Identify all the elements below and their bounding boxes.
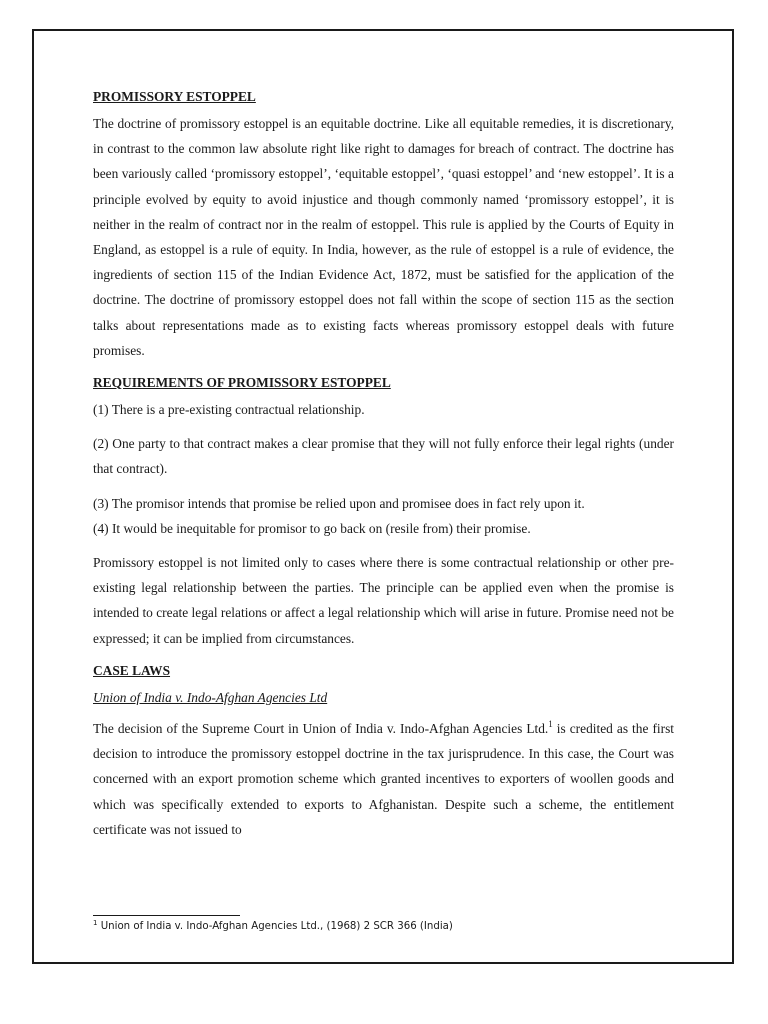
document-body xyxy=(93,86,674,842)
paragraph-scope: Promissory estoppel is not limited only to cases where there is some contractual relationship or other pre-existing legal relationship between the parties. The principle can be applied even when the promise is intended to create legal relations or affect a legal relationship which will arise in future. Promise need not be expressed; it can be implied from circumstances. xyxy=(93,555,674,646)
heading-requirements: REQUIREMENTS OF PROMISSORY ESTOPPEL xyxy=(93,375,391,391)
heading-promissory-estoppel: PROMISSORY ESTOPPEL xyxy=(93,89,256,104)
paragraph-doctrine-intro: The doctrine of promissory estoppel is an equitable doctrine. Like all equitable remedies, it is discretionary, in contrast to the common law absolute right like right to damages for breach of contract. The doctrine has been variously called ‘promissory estoppel’, ‘equitable estoppel’, ‘quasi estoppel’ and ‘new estoppel’. It is a principle evolved by equity to avoid injustice and though commonly named ‘promissory estoppel’, it is neither in the realm of contract nor in the realm of estoppel. This rule is applied by the Courts of Equity in England, as estoppel is a rule of equity. In India, however, as the rule of estoppel is a rule of evidence, the ingredients of section 115 of the Indian Evidence Act, 1872, must be satisfied for the application of the doctrine. The doctrine of promissory estoppel does not fall within the scope of section 115 as the section talks about representations made as to existing facts whereas promissory estoppel deals with future promises. xyxy=(93,116,674,358)
footnote-mark: 1 xyxy=(93,919,98,927)
footnote-text: Union of India v. Indo-Afghan Agencies Ltd., (1968) 2 SCR 366 (India) xyxy=(97,921,453,932)
case-title: Union of India v. Indo-Afghan Agencies Ltd xyxy=(93,689,328,705)
footnote-separator xyxy=(93,915,240,916)
paragraph-case-decision xyxy=(93,716,674,842)
requirement-1: (1) There is a pre-existing contractual relationship. xyxy=(93,402,365,418)
requirement-2: (2) One party to that contract makes a clear promise that they will not fully enforce their legal rights (under that contract). xyxy=(93,436,674,477)
footnote-reference[interactable]: 1 xyxy=(548,719,553,730)
requirement-3: (3) The promisor intends that promise be relied upon and promisee does in fact rely upon it. xyxy=(93,495,585,511)
requirement-4: (4) It would be inequitable for promisor to go back on (resile from) their promise. xyxy=(93,520,531,536)
heading-case-laws: CASE LAWS xyxy=(93,662,171,678)
case-text-start: The decision of the Supreme Court in Union of India v. Indo-Afghan Agencies Ltd. xyxy=(93,721,549,737)
footnote xyxy=(93,920,674,934)
case-text-rest: is credited as the first decision to introduce the promissory estoppel doctrine in the tax jurisprudence. In this case, the Court was concerned with an export promotion scheme which granted incentives to exporters of woollen goods and which was specifically extended to exports to Afghanistan. Despite such a scheme, the entitlement certificate was not issued to xyxy=(93,721,675,837)
